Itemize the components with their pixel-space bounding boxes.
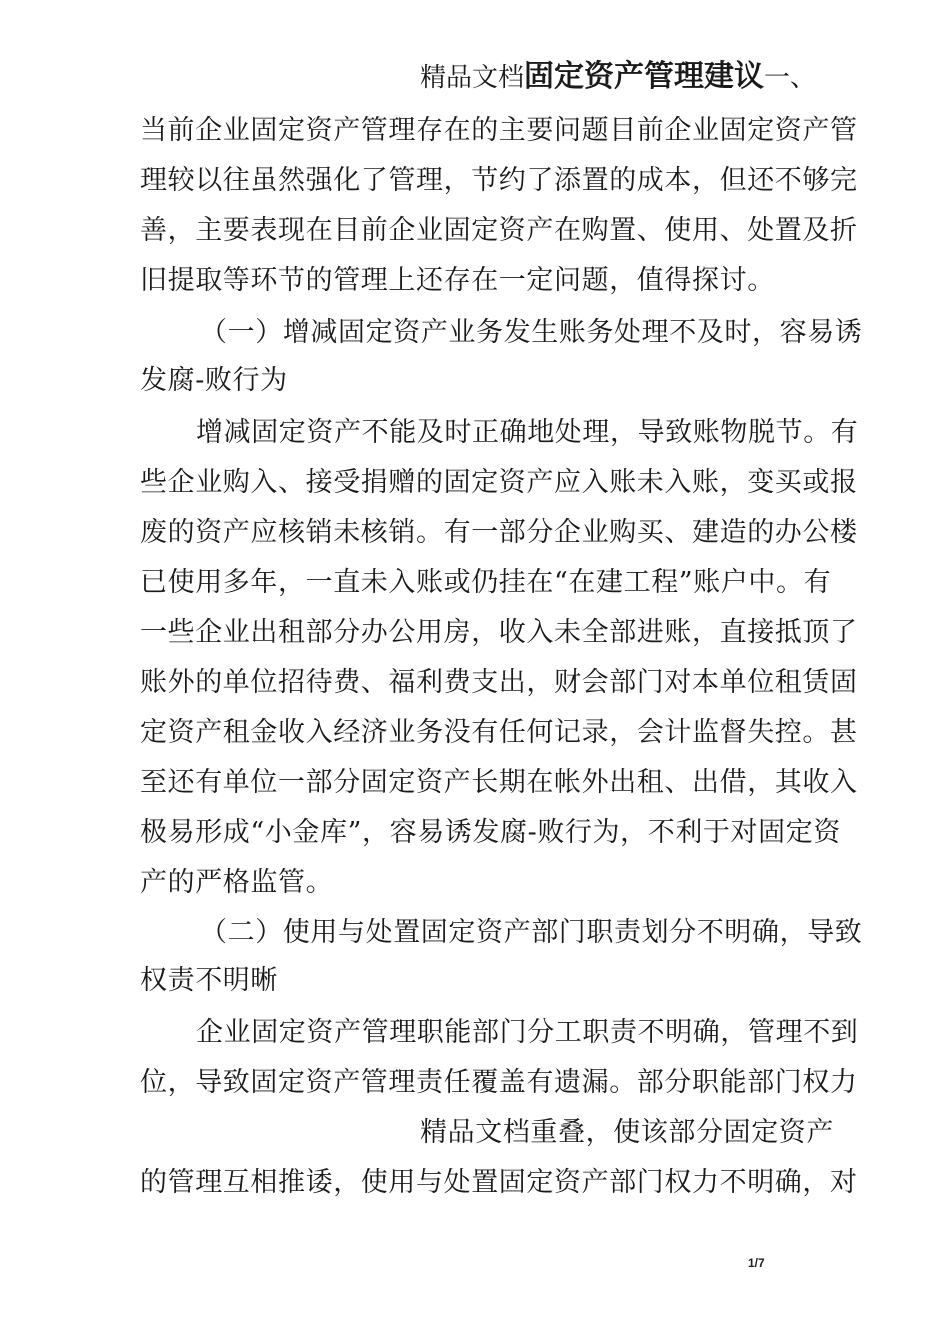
paragraph-line: 产的严格监管。 — [140, 867, 334, 898]
paragraph-line: 废的资产应核销未核销。有一部分企业购买、建造的办公楼 — [140, 517, 858, 548]
paragraph-line: 一些企业出租部分办公用房，收入未全部进账，直接抵顶了 — [140, 617, 858, 648]
watermark-text: 精品文档 — [420, 1117, 531, 1148]
intro-line: 善，主要表现在目前企业固定资产在购置、使用、处置及折 — [140, 215, 858, 246]
document-title: 固定资产管理建议 — [524, 59, 765, 94]
page-number: 1/7 — [748, 1256, 765, 1270]
section-heading: （一）增减固定资产业务发生账务处理不及时，容易诱 — [200, 317, 863, 348]
paragraph-line: 定资产租金收入经济业务没有任何记录，会计监督失控。甚 — [140, 717, 858, 748]
paragraph-line: 位，导致固定资产管理责任覆盖有遗漏。部分职能部门权力 — [140, 1067, 858, 1098]
page-header — [420, 56, 816, 99]
watermark-text: 精品文档 — [420, 63, 525, 93]
section-number: 一、 — [764, 63, 817, 93]
intro-line: 旧提取等环节的管理上还存在一定问题，值得探讨。 — [140, 265, 775, 296]
paragraph-line: 增减固定资产不能及时正确地处理，导致账物脱节。有 — [196, 417, 859, 448]
section-heading: （二）使用与处置固定资产部门职责划分不明确，导致 — [200, 917, 863, 948]
paragraph-line — [420, 1113, 835, 1153]
paragraph-text: 重叠，使该部分固定资产 — [530, 1117, 835, 1148]
paragraph-line: 些企业购入、接受捐赠的固定资产应入账未入账，变买或报 — [140, 467, 858, 498]
paragraph-line: 已使用多年，一直未入账或仍挂在“在建工程”账户中。有 — [140, 567, 832, 598]
paragraph-line: 极易形成“小金库”，容易诱发腐-败行为，不利于对固定资 — [140, 817, 841, 848]
paragraph-line: 的管理互相推诿，使用与处置固定资产部门权力不明确，对 — [140, 1167, 858, 1198]
paragraph-line: 至还有单位一部分固定资产长期在帐外出租、出借，其收入 — [140, 767, 858, 798]
intro-line: 理较以往虽然强化了管理，节约了添置的成本，但还不够完 — [140, 165, 858, 196]
section-heading: 发腐-败行为 — [140, 365, 288, 396]
intro-line: 当前企业固定资产管理存在的主要问题目前企业固定资产管 — [140, 115, 858, 146]
paragraph-line: 账外的单位招待费、福利费支出，财会部门对本单位租赁固 — [140, 667, 858, 698]
paragraph-line: 企业固定资产管理职能部门分工职责不明确，管理不到 — [196, 1017, 859, 1048]
section-heading: 权责不明晰 — [140, 965, 278, 996]
